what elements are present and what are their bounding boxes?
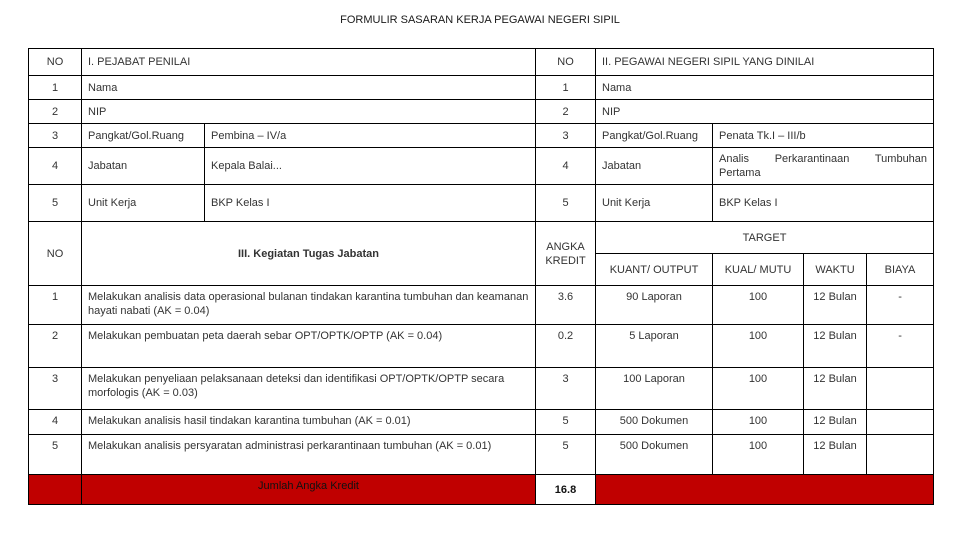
field-value: Kepala Balai... bbox=[205, 148, 536, 185]
field-label: Unit Kerja bbox=[82, 185, 205, 222]
activity-angka-kredit: 5 bbox=[536, 410, 596, 435]
activity-angka-kredit: 3 bbox=[536, 368, 596, 410]
identity-row bbox=[29, 148, 934, 185]
field-value bbox=[205, 100, 536, 124]
row-no: 5 bbox=[536, 185, 596, 222]
activity-row bbox=[29, 368, 934, 410]
activity-waktu: 12 Bulan bbox=[804, 325, 867, 368]
activity-row bbox=[29, 286, 934, 325]
activity-waktu: 12 Bulan bbox=[804, 368, 867, 410]
activity-kuant: 500 Dokumen bbox=[596, 410, 713, 435]
field-label: Jabatan bbox=[596, 148, 713, 185]
activity-row bbox=[29, 325, 934, 368]
field-label: Pangkat/Gol.Ruang bbox=[82, 124, 205, 148]
row-no: 3 bbox=[29, 124, 82, 148]
activity-kuant: 100 Laporan bbox=[596, 368, 713, 410]
activity-biaya: - bbox=[867, 325, 934, 368]
header-angka-kredit: ANGKA KREDIT bbox=[536, 222, 596, 286]
field-label: NIP bbox=[82, 100, 205, 124]
row-no: 1 bbox=[536, 76, 596, 100]
total-fill bbox=[596, 475, 934, 505]
activity-text: Melakukan analisis persyaratan administrasi perkarantinaan tumbuhan (AK = 0.01) bbox=[82, 435, 536, 475]
activity-kuant: 5 Laporan bbox=[596, 325, 713, 368]
field-label: Pangkat/Gol.Ruang bbox=[596, 124, 713, 148]
activity-biaya bbox=[867, 410, 934, 435]
activity-no: 2 bbox=[29, 325, 82, 368]
header-target: TARGET bbox=[596, 222, 934, 254]
identity-header-row bbox=[29, 49, 934, 76]
row-no: 2 bbox=[29, 100, 82, 124]
row-no: 1 bbox=[29, 76, 82, 100]
activity-no: 3 bbox=[29, 368, 82, 410]
total-row bbox=[29, 475, 934, 505]
activity-text: Melakukan pembuatan peta daerah sebar OPT/OPTK/OPTP (AK = 0.04) bbox=[82, 325, 536, 368]
field-label: Jabatan bbox=[82, 148, 205, 185]
activity-kual: 100 bbox=[713, 435, 804, 475]
activity-header-row bbox=[29, 222, 934, 254]
activity-biaya: - bbox=[867, 286, 934, 325]
identity-row bbox=[29, 100, 934, 124]
header-kual-mutu: KUAL/ MUTU bbox=[713, 254, 804, 286]
field-value bbox=[713, 76, 934, 100]
activity-kual: 100 bbox=[713, 286, 804, 325]
field-value: Penata Tk.I – III/b bbox=[713, 124, 934, 148]
activity-no: 4 bbox=[29, 410, 82, 435]
activity-kual: 100 bbox=[713, 410, 804, 435]
field-value: BKP Kelas I bbox=[205, 185, 536, 222]
page-title: FORMULIR SASARAN KERJA PEGAWAI NEGERI SIPIL bbox=[340, 14, 620, 26]
activity-no: 5 bbox=[29, 435, 82, 475]
total-spacer bbox=[29, 475, 82, 505]
header-no-right: NO bbox=[536, 49, 596, 76]
activity-row bbox=[29, 435, 934, 475]
activity-kual: 100 bbox=[713, 368, 804, 410]
header-kegiatan: III. Kegiatan Tugas Jabatan bbox=[82, 222, 536, 286]
header-no-left: NO bbox=[29, 49, 82, 76]
row-no: 3 bbox=[536, 124, 596, 148]
field-label: Unit Kerja bbox=[596, 185, 713, 222]
field-label: Nama bbox=[596, 76, 713, 100]
identity-row bbox=[29, 76, 934, 100]
header-pejabat-penilai: I. PEJABAT PENILAI bbox=[82, 49, 536, 76]
row-no: 5 bbox=[29, 185, 82, 222]
activity-kual: 100 bbox=[713, 325, 804, 368]
header-waktu: WAKTU bbox=[804, 254, 867, 286]
field-value-line: Pertama bbox=[719, 167, 761, 179]
activity-text: Melakukan penyeliaan pelaksanaan deteksi dan identifikasi OPT/OPTK/OPTP secara morfologis (AK = 0.03) bbox=[82, 368, 536, 410]
header-kuant-output: KUANT/ OUTPUT bbox=[596, 254, 713, 286]
activity-kuant: 90 Laporan bbox=[596, 286, 713, 325]
field-value bbox=[713, 148, 934, 185]
field-value: Pembina – IV/a bbox=[205, 124, 536, 148]
activity-waktu: 12 Bulan bbox=[804, 410, 867, 435]
activity-angka-kredit: 3.6 bbox=[536, 286, 596, 325]
activity-row bbox=[29, 410, 934, 435]
field-value: BKP Kelas I bbox=[713, 185, 934, 222]
identity-row bbox=[29, 185, 934, 222]
total-label: Jumlah Angka Kredit bbox=[82, 475, 536, 505]
field-value bbox=[713, 100, 934, 124]
activity-kuant: 500 Dokumen bbox=[596, 435, 713, 475]
identity-row bbox=[29, 124, 934, 148]
activity-no: 1 bbox=[29, 286, 82, 325]
field-value-line: Analis Perkarantinaan Tumbuhan bbox=[719, 153, 928, 165]
activity-waktu: 12 Bulan bbox=[804, 435, 867, 475]
field-label: NIP bbox=[596, 100, 713, 124]
row-no: 4 bbox=[29, 148, 82, 185]
activity-angka-kredit: 5 bbox=[536, 435, 596, 475]
row-no: 4 bbox=[536, 148, 596, 185]
activity-angka-kredit: 0.2 bbox=[536, 325, 596, 368]
field-label: Nama bbox=[82, 76, 205, 100]
activity-text: Melakukan analisis data operasional bulanan tindakan karantina tumbuhan dan keamanan hayati nabati (AK = 0.04) bbox=[82, 286, 536, 325]
activity-waktu: 12 Bulan bbox=[804, 286, 867, 325]
activity-biaya bbox=[867, 368, 934, 410]
header-pns-dinilai: II. PEGAWAI NEGERI SIPIL YANG DINILAI bbox=[596, 49, 934, 76]
field-value bbox=[205, 76, 536, 100]
header-no: NO bbox=[29, 222, 82, 286]
row-no: 2 bbox=[536, 100, 596, 124]
activity-biaya bbox=[867, 435, 934, 475]
header-biaya: BIAYA bbox=[867, 254, 934, 286]
skp-form-table bbox=[28, 48, 934, 505]
total-value: 16.8 bbox=[536, 475, 596, 505]
activity-text: Melakukan analisis hasil tindakan karantina tumbuhan (AK = 0.01) bbox=[82, 410, 536, 435]
